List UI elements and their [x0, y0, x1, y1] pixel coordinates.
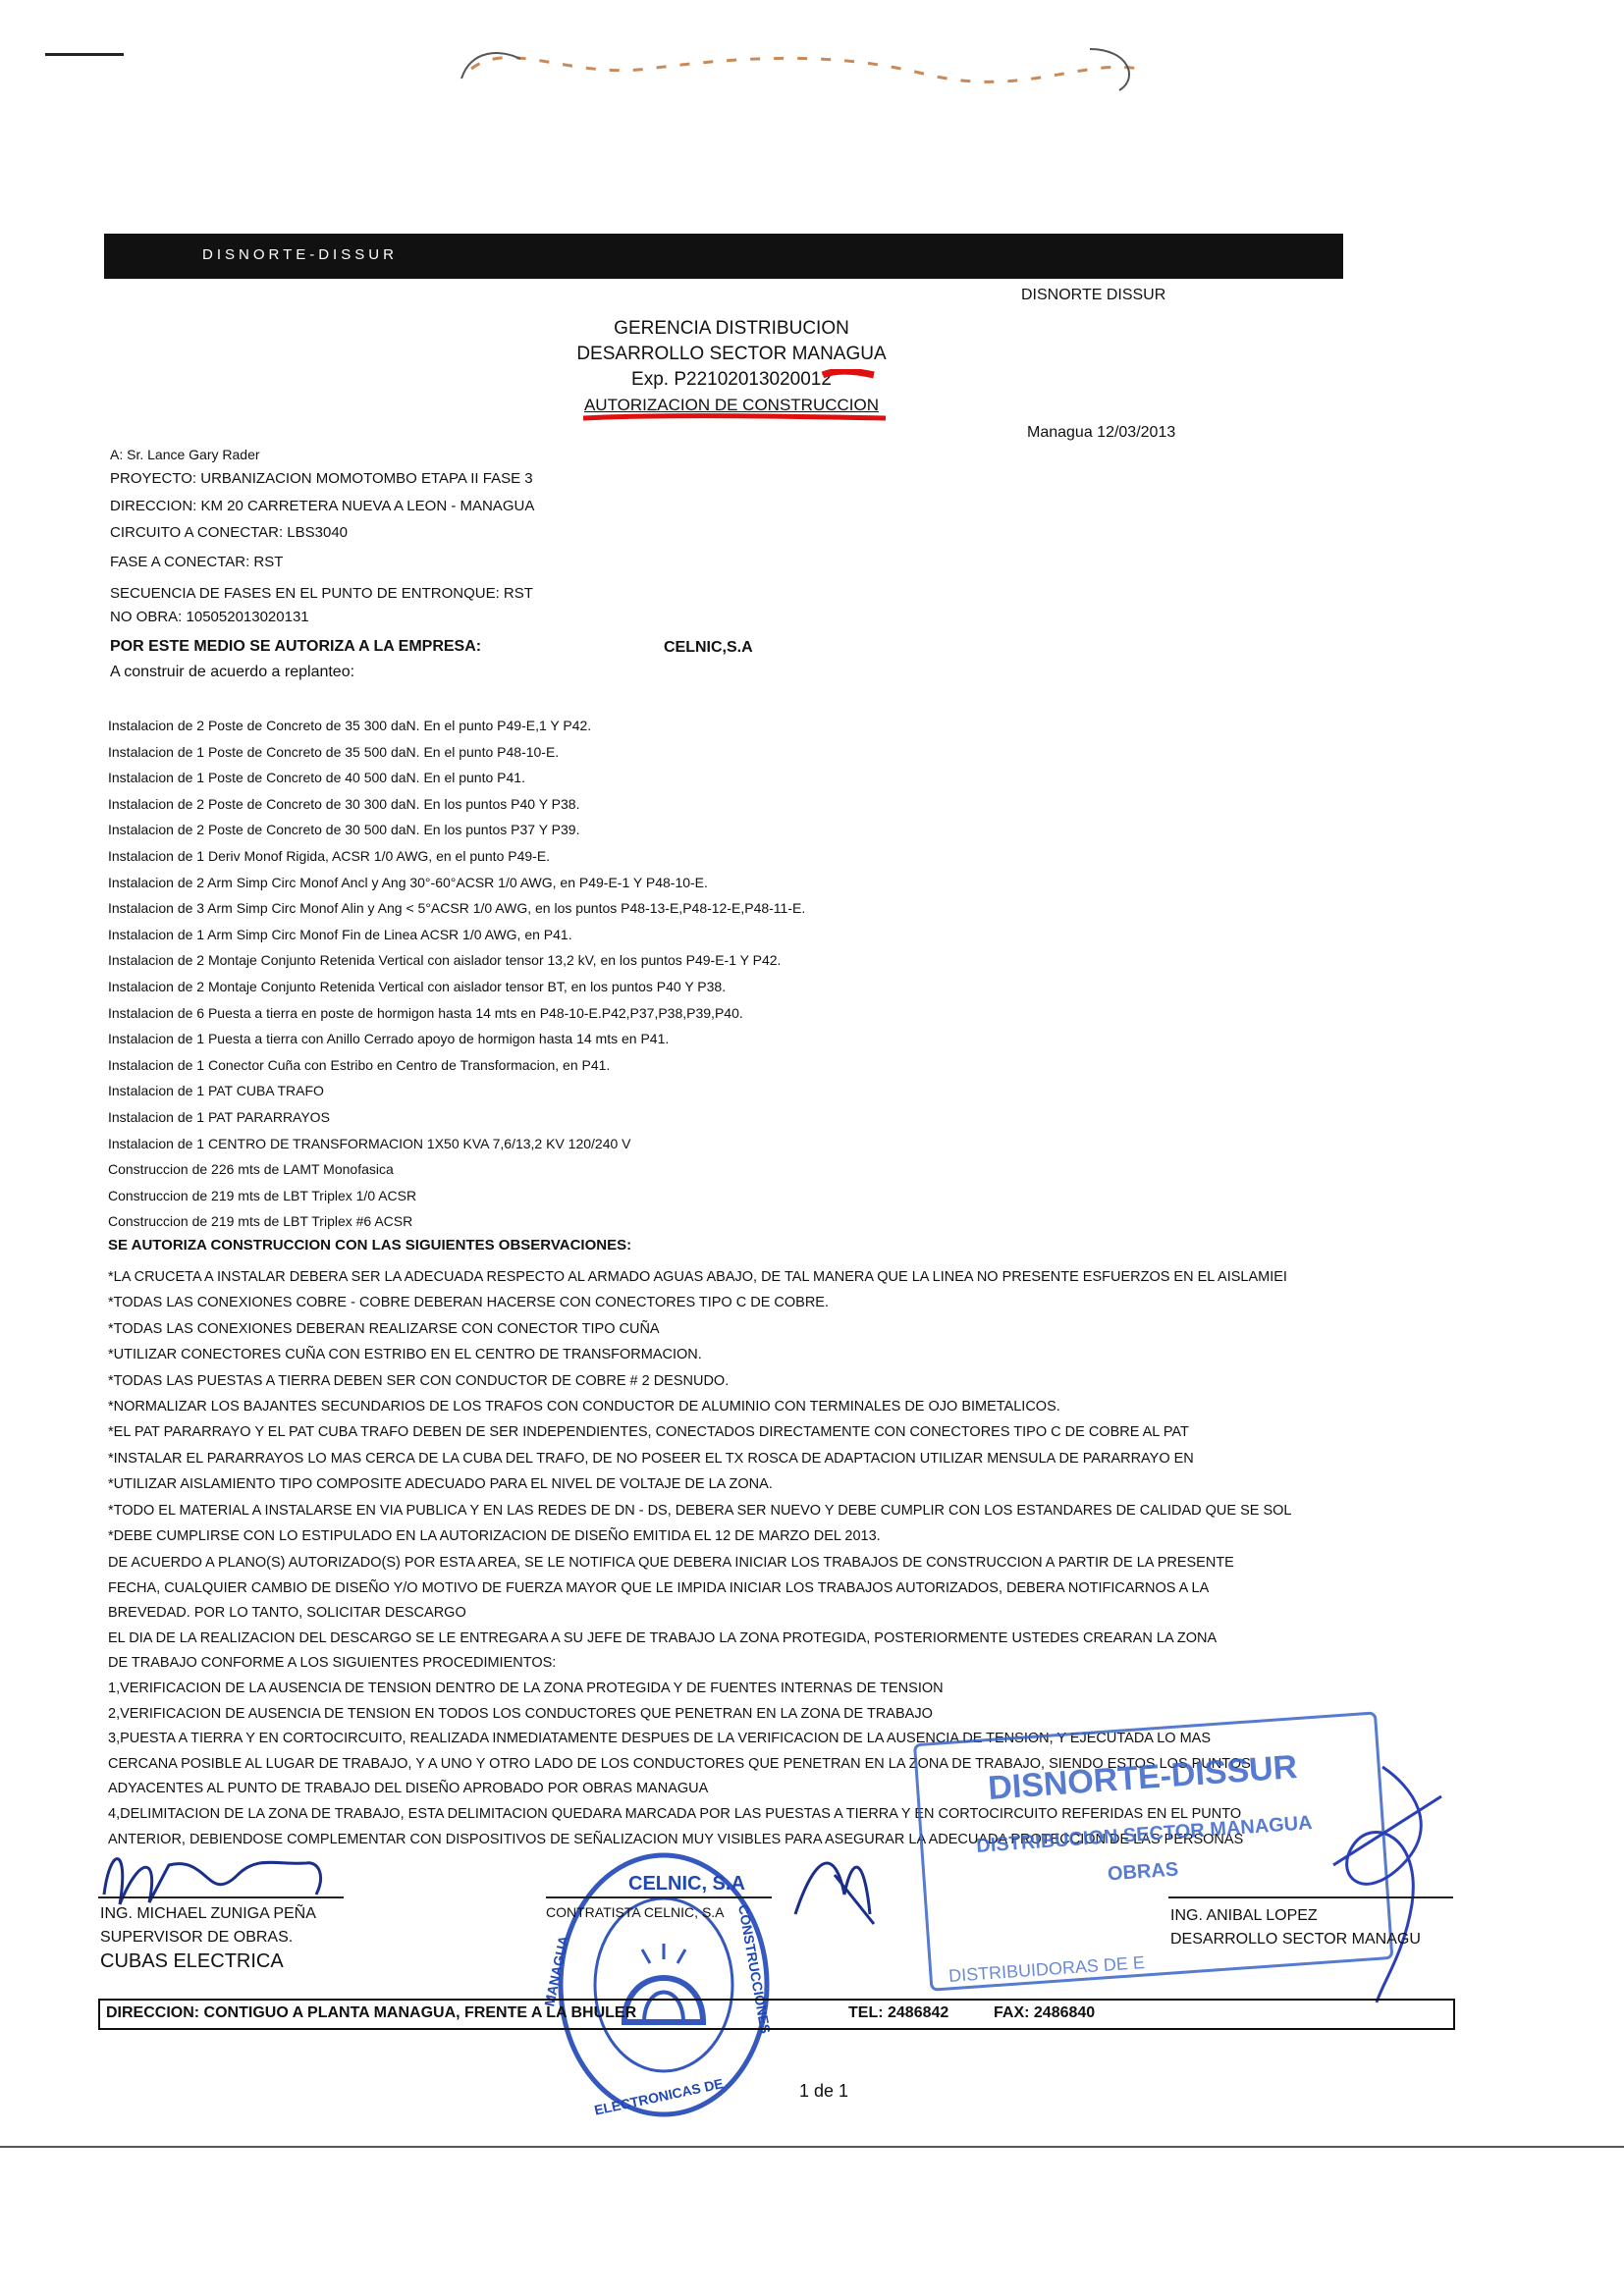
observations-title: SE AUTORIZA CONSTRUCCION CON LAS SIGUIENTES OBSERVACIONES:: [108, 1237, 632, 1254]
installation-list: [108, 713, 805, 1235]
round-stamp-left: MANAGUA: [541, 1934, 571, 2008]
paragraph-line: 3,PUESTA A TIERRA Y EN CORTOCIRCUITO, REALIZADA INMEDIATAMENTE DESPUES DE LA VERIFICACION DE LA AUSENCIA DE TENSION, Y EJECUTADA LO MAS: [108, 1731, 1211, 1747]
list-item: Instalacion de 1 Poste de Concreto de 35 500 daN. En el punto P48-10-E.: [108, 743, 560, 760]
info-address: DIRECCION: KM 20 CARRETERA NUEVA A LEON - MANAGUA: [110, 498, 535, 514]
paragraph-line: ADYACENTES AL PUNTO DE TRABAJO DEL DISEÑO APROBADO POR OBRAS MANAGUA: [108, 1781, 709, 1797]
list-item: Instalacion de 2 Montaje Conjunto Retenida Vertical con aislador tensor BT, en los puntos P40 Y P38.: [108, 978, 727, 994]
list-item: Instalacion de 1 Arm Simp Circ Monof Fin de Linea ACSR 1/0 AWG, en P41.: [108, 926, 572, 942]
list-item: *TODAS LAS PUESTAS A TIERRA DEBEN SER CON CONDUCTOR DE COBRE # 2 DESNUDO.: [108, 1372, 730, 1389]
list-item: Construccion de 226 mts de LAMT Monofasica: [108, 1161, 394, 1178]
list-item: *DEBE CUMPLIRSE CON LO ESTIPULADO EN LA AUTORIZACION DE DISEÑO EMITIDA EL 12 DE MARZO DEL 2013.: [108, 1528, 881, 1545]
list-item: Construccion de 219 mts de LBT Triplex 1/0 ACSR: [108, 1187, 417, 1203]
paragraph-line: DE ACUERDO A PLANO(S) AUTORIZADO(S) POR ESTA AREA, SE LE NOTIFICA QUE DEBERA INICIAR LOS TRABAJOS DE CONSTRUCCION A PARTIR DE LA PRESENTE: [108, 1555, 1234, 1571]
list-item: Instalacion de 1 Deriv Monof Rigida, ACSR 1/0 AWG, en el punto P49-E.: [108, 847, 551, 864]
signature-line-left: [98, 1896, 344, 1898]
stamp-line-4: DISTRIBUIDORAS DE E: [947, 1952, 1146, 1986]
info-phase: FASE A CONECTAR: RST: [110, 554, 284, 570]
paragraph-line: CERCANA POSIBLE AL LUGAR DE TRABAJO, Y A UNO Y OTRO LADO DE LOS CONDUCTORES QUE PENETRAN EN LA ZONA DE TRABAJO, SIENDO ESTOS LOS PUNTOS: [108, 1755, 1251, 1772]
paragraph-line: BREVEDAD. POR LO TANTO, SOLICITAR DESCARGO: [108, 1605, 466, 1622]
paragraph-line: 2,VERIFICACION DE AUSENCIA DE TENSION EN TODOS LOS CONDUCTORES QUE PENETRAN EN LA ZONA DE TRABAJO: [108, 1705, 933, 1722]
list-item: Instalacion de 1 Poste de Concreto de 40 500 daN. En el punto P41.: [108, 770, 525, 786]
list-item: Instalacion de 6 Puesta a tierra en poste de hormigon hasta 14 mts en P48-10-E.P42,P37,P38,P39,P40.: [108, 1004, 743, 1021]
stamp-line-1: DISNORTE-DISSUR: [987, 1748, 1299, 1807]
document-date: Managua 12/03/2013: [1027, 424, 1176, 441]
paragraph-line: 1,VERIFICACION DE LA AUSENCIA DE TENSION DENTRO DE LA ZONA PROTEGIDA Y DE FUENTES INTERNAS DE TENSION: [108, 1680, 944, 1696]
authorize-label: POR ESTE MEDIO SE AUTORIZA A LA EMPRESA:: [110, 638, 482, 655]
footer-address-box: [98, 1999, 1455, 2030]
red-marker-underline: [579, 369, 893, 428]
left-signatory-name: ING. MICHAEL ZUNIGA PEÑA: [100, 1905, 316, 1922]
signature-line-middle: [546, 1896, 772, 1898]
list-item: *TODO EL MATERIAL A INSTALARSE EN VIA PUBLICA Y EN LAS REDES DE DN - DS, DEBERA SER NUEVO Y DEBE CUMPLIR CON LOS ESTANDARES DE CALIDAD QUE SE SOL: [108, 1502, 1292, 1519]
signature-line-right: [1168, 1896, 1453, 1898]
info-circuit: CIRCUITO A CONECTAR: LBS3040: [110, 524, 349, 541]
stamp-line-2: DISTRIBUCION SECTOR MANAGUA: [975, 1812, 1314, 1857]
list-item: Instalacion de 2 Poste de Concreto de 30 500 daN. En los puntos P37 Y P39.: [108, 822, 580, 838]
middle-signatory: CONTRATISTA CELNIC, S.A: [546, 1904, 725, 1920]
torn-edge-artifact: [452, 29, 1159, 98]
authorized-company: CELNIC,S.A: [664, 639, 753, 656]
list-item: Instalacion de 2 Poste de Concreto de 30 300 daN. En los puntos P40 Y P38.: [108, 795, 580, 812]
observations-list: [108, 1264, 1455, 1549]
stamp-line-3: OBRAS: [1107, 1858, 1179, 1886]
page-number: 1 de 1: [799, 2081, 849, 2101]
list-item: *TODAS LAS CONEXIONES COBRE - COBRE DEBERAN HACERSE CON CONECTORES TIPO C DE COBRE.: [108, 1295, 830, 1311]
right-signature: [1294, 1757, 1461, 2012]
list-item: Instalacion de 1 Conector Cuña con Estribo en Centro de Transformacion, en P41.: [108, 1056, 611, 1073]
info-sequence: SECUENCIA DE FASES EN EL PUNTO DE ENTRONQUE: RST: [110, 585, 533, 602]
list-item: Construccion de 219 mts de LBT Triplex #6 ACSR: [108, 1213, 413, 1230]
list-item: *UTILIZAR AISLAMIENTO TIPO COMPOSITE ADECUADO PARA EL NIVEL DE VOLTAJE DE LA ZONA.: [108, 1476, 773, 1493]
list-item: *NORMALIZAR LOS BAJANTES SECUNDARIOS DE LOS TRAFOS CON CONDUCTOR DE ALUMINIO CON TERMINALES DE OJO BIMETALICOS.: [108, 1399, 1060, 1415]
footer-phone: TEL: 2486842: [848, 2004, 949, 2021]
title-line-3: Exp. P22102013020012: [631, 369, 832, 390]
paragraph-line: FECHA, CUALQUIER CAMBIO DE DISEÑO Y/O MOTIVO DE FUERZA MAYOR QUE LE IMPIDA INICIAR LOS TRABAJOS AUTORIZADOS, DEBERA NOTIFICARNOS A LA: [108, 1579, 1210, 1596]
list-item: Instalacion de 1 CENTRO DE TRANSFORMACION 1X50 KVA 7,6/13,2 KV 120/240 V: [108, 1135, 631, 1151]
scan-mark: [45, 53, 124, 56]
paragraph-line: DE TRABAJO CONFORME A LOS SIGUIENTES PROCEDIMIENTOS:: [108, 1655, 557, 1672]
middle-signature: [776, 1836, 913, 1973]
title-line-4: AUTORIZACION DE CONSTRUCCION: [583, 396, 880, 414]
list-item: Instalacion de 2 Arm Simp Circ Monof Ancl y Ang 30°-60°ACSR 1/0 AWG, en P49-E-1 Y P48-10-E.: [108, 874, 708, 890]
round-stamp-bottom: ELECTRONICAS DE: [592, 2075, 725, 2118]
scan-page-edge: [0, 2146, 1624, 2148]
info-to: A: Sr. Lance Gary Rader: [110, 447, 260, 462]
right-signatory: [1170, 1904, 1421, 1951]
list-item: *INSTALAR EL PARARRAYOS LO MAS CERCA DE LA CUBA DEL TRAFO, DE NO POSEER EL TX ROSCA DE ADAPTACION UTILIZAR MENSULA DE PARARRAYO EN: [108, 1450, 1194, 1467]
list-item: *TODAS LAS CONEXIONES DEBERAN REALIZARSE CON CONECTOR TIPO CUÑA: [108, 1320, 660, 1337]
title-line-1: GERENCIA DISTRIBUCION: [614, 318, 849, 339]
company-name: DISNORTE DISSUR: [1021, 287, 1166, 303]
title-line-2: DESARROLLO SECTOR MANAGUA: [576, 344, 887, 364]
list-item: Instalacion de 1 Puesta a tierra con Anillo Cerrado apoyo de hormigon hasta 14 mts en P41.: [108, 1031, 670, 1047]
list-item: Instalacion de 1 PAT PARARRAYOS: [108, 1108, 330, 1125]
list-item: *EL PAT PARARRAYO Y EL PAT CUBA TRAFO DEBEN DE SER INDEPENDIENTES, CONECTADOS DIRECTAMENTE CON CONECTORES TIPO C DE COBRE AL PAT: [108, 1424, 1189, 1441]
left-signatory-company: CUBAS ELECTRICA: [100, 1950, 284, 1972]
header-bar-text: DISNORTE-DISSUR: [202, 246, 398, 263]
paragraph-line: ANTERIOR, DEBIENDOSE COMPLEMENTAR CON DISPOSITIVOS DE SEÑALIZACION MUY VISIBLES PARA ASEGURAR LA ADECUADA PROTECCION DE LAS PERSONAS: [108, 1831, 1244, 1847]
paragraph-line: EL DIA DE LA REALIZACION DEL DESCARGO SE LE ENTREGARA A SU JEFE DE TRABAJO LA ZONA PROTEGIDA, POSTERIORMENTE USTEDES CREARAN LA ZONA: [108, 1629, 1218, 1646]
paragraph-line: 4,DELIMITACION DE LA ZONA DE TRABAJO, ESTA DELIMITACION QUEDARA MARCADA POR LAS PUESTAS A TIERRA Y EN CORTOCIRCUITO REFERIDAS EN EL PUNTO: [108, 1805, 1242, 1822]
round-stamp-top: CELNIC, S.A: [628, 1873, 745, 1895]
right-signatory-name: ING. ANIBAL LOPEZ: [1170, 1907, 1318, 1924]
footer-address: DIRECCION: CONTIGUO A PLANTA MANAGUA, FRENTE A LA BHULER: [106, 2004, 637, 2021]
list-item: Instalacion de 1 PAT CUBA TRAFO: [108, 1083, 324, 1099]
footer-fax: FAX: 2486840: [994, 2004, 1096, 2021]
round-stamp-right: CONSTRUCCIONES: [735, 1903, 774, 2035]
authorize-sub: A construir de acuerdo a replanteo:: [110, 664, 355, 680]
list-item: Instalacion de 2 Montaje Conjunto Retenida Vertical con aislador tensor 13,2 kV, en los puntos P49-E-1 Y P42.: [108, 952, 782, 969]
list-item: Instalacion de 3 Arm Simp Circ Monof Alin y Ang < 5°ACSR 1/0 AWG, en los puntos P48-13-E,P48-12-E,P48-11-E.: [108, 900, 806, 917]
info-project: PROYECTO: URBANIZACION MOMOTOMBO ETAPA II FASE 3: [110, 470, 533, 487]
header-bar: [104, 234, 1343, 279]
list-item: *LA CRUCETA A INSTALAR DEBERA SER LA ADECUADA RESPECTO AL ARMADO AGUAS ABAJO, DE TAL MANERA QUE LA LINEA NO PRESENTE ESFUERZOS EN EL AISLAMIEI: [108, 1269, 1287, 1285]
left-signatory: [100, 1902, 316, 1973]
right-signatory-title: DESARROLLO SECTOR MANAGU: [1170, 1931, 1421, 1948]
left-signatory-title: SUPERVISOR DE OBRAS.: [100, 1929, 294, 1946]
list-item: *UTILIZAR CONECTORES CUÑA CON ESTRIBO EN EL CENTRO DE TRANSFORMACION.: [108, 1347, 702, 1363]
list-item: Instalacion de 2 Poste de Concreto de 35 300 daN. En el punto P49-E,1 Y P42.: [108, 718, 592, 733]
info-work-number: NO OBRA: 105052013020131: [110, 609, 309, 625]
